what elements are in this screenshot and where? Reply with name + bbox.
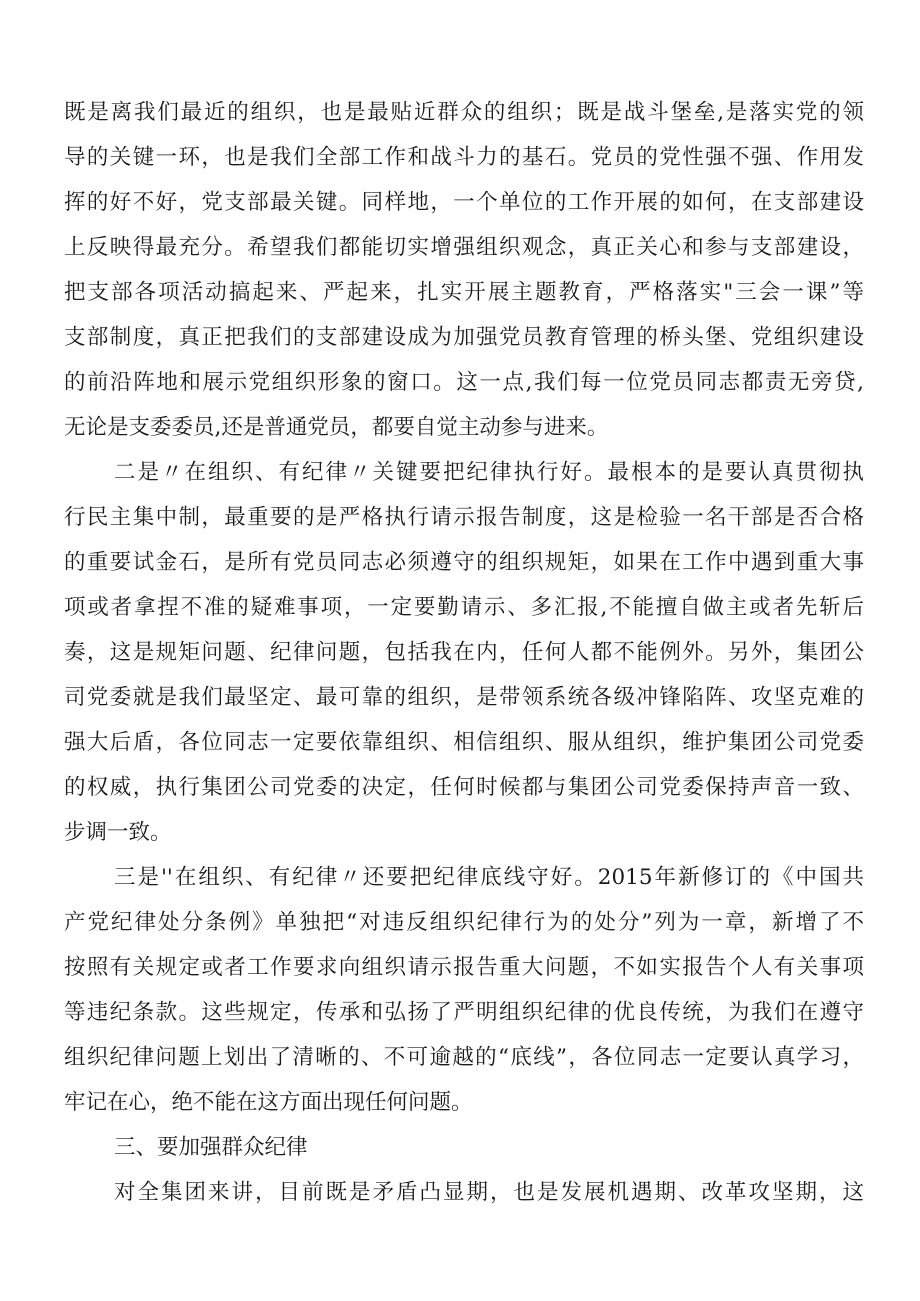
text-line: 的权威，执行集团公司党委的决定，任何时候都与集团公司党委保持声音一致、 [64,775,864,800]
text-line: 步调一致。 [64,820,172,845]
text-line: 组织纪律问题上划出了清晰的、不可逾越的“底线”，各位同志一定要认真学习， [64,1045,864,1070]
text-line: 的前沿阵地和展示党组织形象的窗口。这一点,我们每一位党员同志都责无旁贷, [64,370,864,395]
paragraph-start-line: 对全集团来讲，目前既是矛盾凸显期，也是发展机遇期、改革攻坚期，这 [114,1180,864,1205]
section-heading: 三、要加强群众纪律 [114,1135,308,1160]
text-line: 把支部各项活动搞起来、严起来，扎实开展主题教育，严格落实"三会一课”等 [64,280,864,305]
text-line: 无论是支委委员,还是普通党员，都要自觉主动参与进来。 [64,415,609,440]
text-line: 强大后盾，各位同志一定要依靠组织、相信组织、服从组织，维护集团公司党委 [64,730,864,755]
text-line: 牢记在心，绝不能在这方面出现任何问题。 [64,1090,473,1115]
paragraph-start-line: 三是''在组织、有纪律〃还要把纪律底线守好。2015年新修订的《中国共 [114,865,864,890]
text-line: 奏，这是规矩问题、纪律问题，包括我在内，任何人都不能例外。另外，集团公 [64,640,864,665]
paragraph-start-line: 二是〃在组织、有纪律〃关键要把纪律执行好。最根本的是要认真贯彻执 [114,460,864,485]
text-line: 的重要试金石，是所有党员同志必须遵守的组织规矩，如果在工作中遇到重大事 [64,550,864,575]
text-line: 导的关键一环，也是我们全部工作和战斗力的基石。党员的党性强不强、作用发 [64,145,864,170]
text-line: 产党纪律处分条例》单独把“对违反组织纪律行为的处分”列为一章，新增了不 [64,910,864,935]
text-line: 挥的好不好，党支部最关键。同样地，一个单位的工作开展的如何，在支部建设 [64,190,864,215]
text-line: 行民主集中制，最重要的是严格执行请示报告制度，这是检验一名干部是否合格 [64,505,864,530]
text-line: 按照有关规定或者工作要求向组织请示报告重大问题，不如实报告个人有关事项 [64,955,864,980]
text-line: 项或者拿捏不准的疑难事项，一定要勤请示、多汇报,不能擅自做主或者先斩后 [64,595,864,620]
text-line: 支部制度，真正把我们的支部建设成为加强党员教育管理的桥头堡、党组织建设 [64,325,864,350]
text-line: 上反映得最充分。希望我们都能切实增强组织观念，真正关心和参与支部建设， [64,235,864,260]
text-line: 等违纪条款。这些规定，传承和弘扬了严明组织纪律的优良传统，为我们在遵守 [64,1000,864,1025]
text-line: 既是离我们最近的组织，也是最贴近群众的组织；既是战斗堡垒,是落实党的领 [64,100,864,125]
text-line: 司党委就是我们最坚定、最可靠的组织，是带领系统各级冲锋陷阵、攻坚克难的 [64,685,864,710]
